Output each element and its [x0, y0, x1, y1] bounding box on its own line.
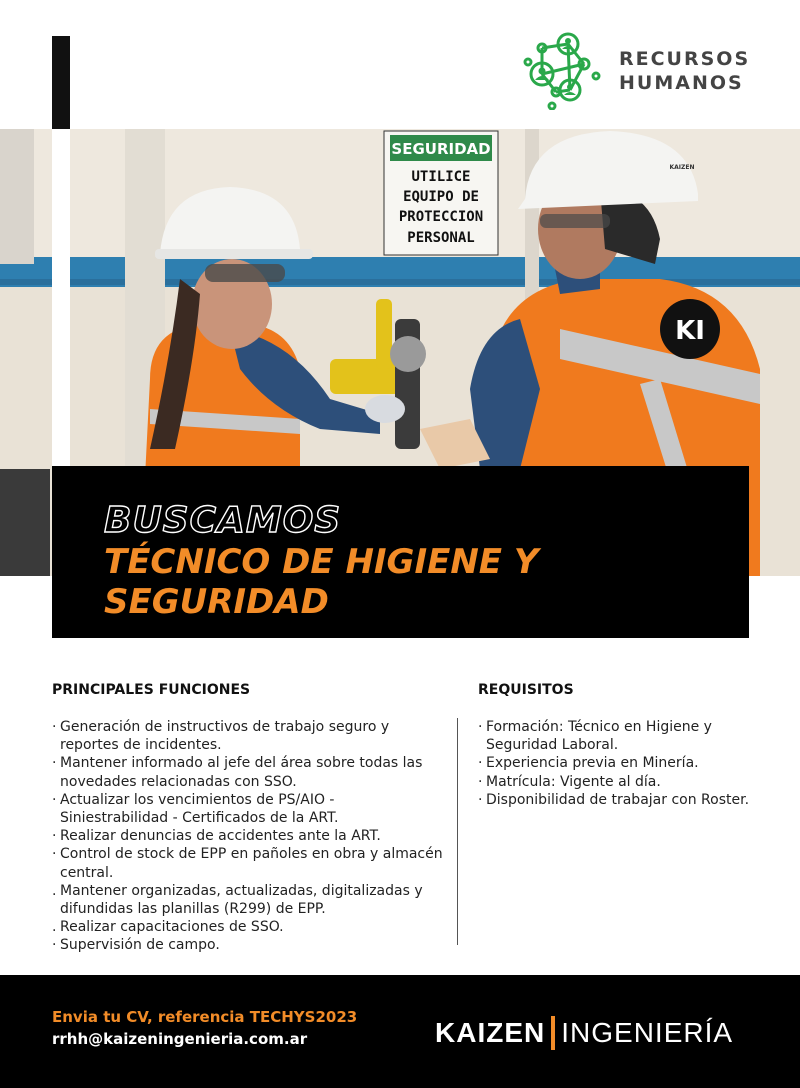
vest-logo: KI — [675, 316, 705, 346]
logo-line-2: HUMANOS — [619, 72, 744, 94]
requirements-heading: REQUISITOS — [478, 682, 574, 698]
helmet-label: KAIZEN — [669, 164, 695, 171]
sign-title: SEGURIDAD — [391, 140, 491, 158]
function-item: · Control de stock de EPP en pañoles en obra y almacén central. — [52, 845, 444, 881]
job-title: TÉCNICO DE HIGIENE Y SEGURIDAD — [104, 542, 539, 622]
requirement-item: · Experiencia previa en Minería. — [478, 754, 753, 772]
recursos-humanos-logo — [522, 30, 762, 112]
sign-line-2: EQUIPO DE — [403, 189, 479, 205]
logo-text — [619, 47, 750, 95]
brand-part-1: KAIZEN — [435, 1017, 546, 1048]
header-accent-bar — [52, 36, 70, 129]
title-banner — [52, 466, 749, 638]
contact-email[interactable]: rrhh@kaizeningenieria.com.ar — [52, 1030, 308, 1048]
brand-separator — [551, 1016, 555, 1050]
logo-line-1: RECURSOS — [619, 48, 751, 70]
functions-list — [52, 718, 444, 955]
function-item: · Supervisión de campo. — [52, 936, 444, 954]
title-buscamos: BUSCAMOS — [104, 500, 342, 541]
kaizen-brand-logo — [435, 1016, 733, 1050]
function-item: . Realizar capacitaciones de SSO. — [52, 918, 444, 936]
requirement-item: · Formación: Técnico en Higiene y Seguridad Laboral. — [478, 718, 753, 754]
function-item: . Mantener organizadas, actualizadas, digitalizadas y difundidas las planillas (R299) de EPP. — [52, 882, 444, 918]
functions-heading: PRINCIPALES FUNCIONES — [52, 682, 251, 698]
function-item: · Actualizar los vencimientos de PS/AIO - Siniestrabilidad - Certificados de la ART. — [52, 791, 444, 827]
function-item: · Generación de instructivos de trabajo seguro y reportes de incidentes. — [52, 718, 444, 754]
requirement-item: · Matrícula: Vigente al día. — [478, 773, 753, 791]
sign-line-4: PERSONAL — [407, 230, 475, 246]
requirements-list — [478, 718, 753, 809]
footer — [0, 975, 800, 1088]
network-people-icon — [522, 30, 602, 110]
brand-part-2: INGENIERÍA — [561, 1017, 734, 1048]
sign-line-3: PROTECCION — [398, 209, 484, 225]
function-item: · Mantener informado al jefe del área sobre todas las novedades relacionadas con SSO. — [52, 754, 444, 790]
cv-reference: Envia tu CV, referencia TECHYS2023 — [52, 1008, 358, 1026]
function-item: · Realizar denuncias de accidentes ante la ART. — [52, 827, 444, 845]
requirement-item: · Disponibilidad de trabajar con Roster. — [478, 791, 753, 809]
sign-line-1: UTILICE — [411, 169, 471, 185]
column-divider — [457, 718, 458, 945]
